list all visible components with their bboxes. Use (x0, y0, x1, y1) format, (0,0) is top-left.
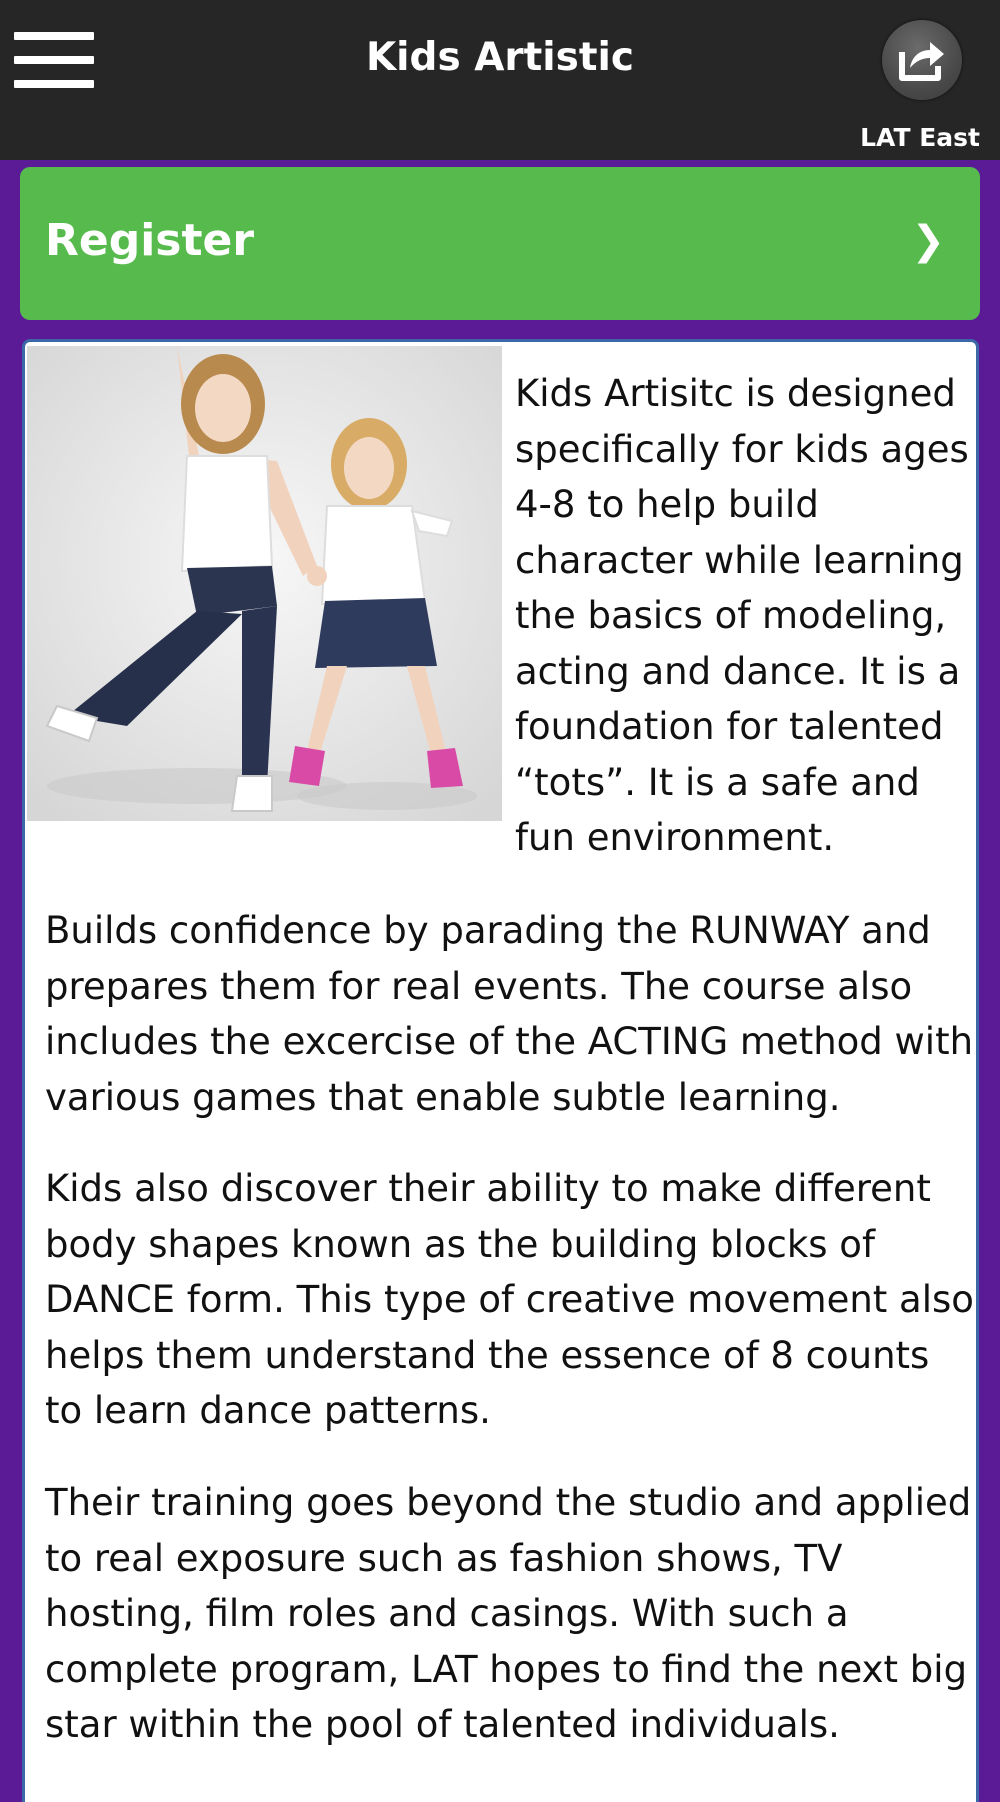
register-button[interactable] (20, 167, 980, 320)
location-label: LAT East (860, 123, 980, 152)
kids-photo (27, 346, 502, 821)
menu-bar (14, 32, 94, 40)
runway-paragraph: Builds confidence by parading the RUNWAY and prepares them for real events. The course also includes the excercise of the ACTING method with various games that enable subtle learning. (45, 909, 974, 1119)
hamburger-menu-icon[interactable] (12, 28, 96, 92)
dance-paragraph: Kids also discover their ability to make different body shapes known as the building blocks of DANCE form. This type of creative movement also helps them understand the essence of 8 counts to learn dance patterns. (45, 1167, 974, 1432)
register-label: Register (45, 215, 255, 266)
content-card (22, 339, 979, 1802)
chevron-right-icon: ❯ (911, 218, 945, 264)
share-icon (894, 32, 950, 88)
app-header (0, 0, 1000, 160)
share-button[interactable] (882, 20, 962, 100)
intro-paragraph: Kids Artisitc is designed specifically for kids ages 4-8 to help build character while learning the basics of modeling, acting and dance. It is a foundation for talented “tots”. It is a safe and fun environment. (515, 372, 969, 859)
menu-bar (14, 80, 94, 88)
training-paragraph: Their training goes beyond the studio and applied to real exposure such as fashion shows, TV hosting, film roles and casings. With such a complete program, LAT hopes to find the next big star within the pool of talented individuals. (45, 1481, 972, 1746)
page-title: Kids Artistic (365, 35, 635, 80)
menu-bar (14, 56, 94, 64)
